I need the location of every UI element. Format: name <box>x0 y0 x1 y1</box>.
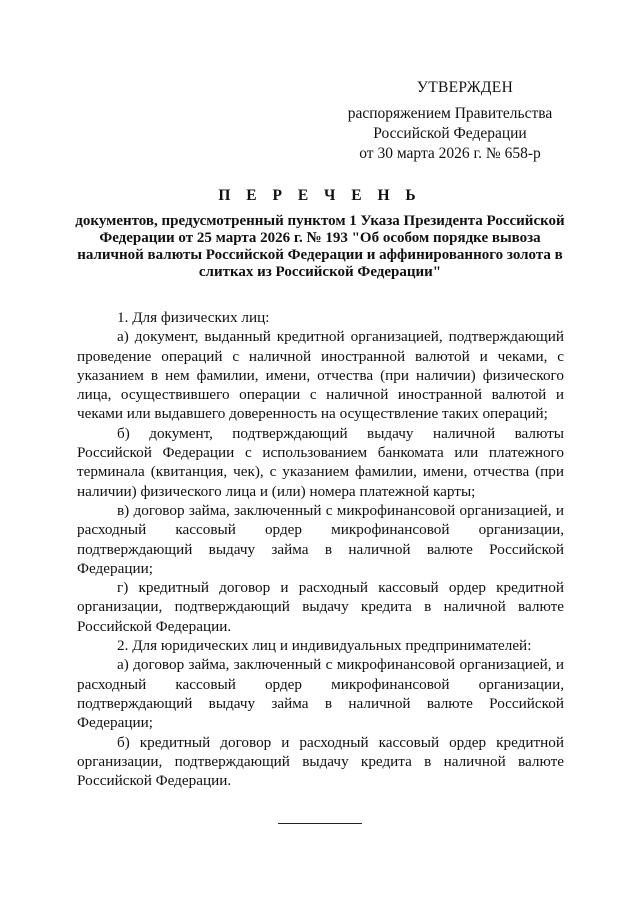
document-title: П Е Р Е Ч Е Н Ь <box>218 187 422 204</box>
approval-block <box>330 78 570 164</box>
end-divider <box>278 823 362 824</box>
approval-heading: УТВЕРЖДЕН <box>416 79 514 96</box>
section-2-heading: 2. Для юридических лиц и индивидуальных предпринимателей: <box>117 637 532 655</box>
approval-line-3: от 30 марта 2026 г. № 658-р <box>359 145 541 162</box>
section-1-item-g: г) кредитный договор и расходный кассовый ордер кредитной организации, подтверждающий выдачу кредита в наличной валюте Российской Федерации. <box>77 579 564 635</box>
section-2-item-b: б) кредитный договор и расходный кассовый ордер кредитной организации, подтверждающий выдачу кредита в наличной валюте Российской Федерации. <box>77 733 564 790</box>
section-2-item-a: а) договор займа, заключенный с микрофинансовой организацией, и расходный кассовый ордер микрофинансовой организации, подтверждающий выдачу займа в наличной валюте Российской Федерации; <box>77 656 564 732</box>
approval-line-2: Российской Федерации <box>373 125 527 142</box>
document-subtitle: документов, предусмотренный пунктом 1 Указа Президента Российской Федерации от 25 марта 2026 г. № 193 "Об особом порядке вывоза наличной валюты Российской Федерации и аффинированного золота в слитках из Российской Федерации" <box>75 213 565 280</box>
section-1-item-v: в) договор займа, заключенный с микрофинансовой организацией, и расходный кассовый ордер микрофинансовой организации, подтверждающий выдачу займа в наличной валюте Российской Федерации; <box>77 501 564 577</box>
approval-line-1: распоряжением Правительства <box>347 105 553 122</box>
section-1-item-b: б) документ, подтверждающий выдачу наличной валюты Российской Федерации с использованием банкомата или платежного терминала (квитанция, чек), с указанием фамилии, имени, отчества (при наличии) физического лица и (или) номера платежной карты; <box>77 424 564 500</box>
document-body <box>77 308 564 790</box>
section-1-item-a: а) документ, выданный кредитной организацией, подтверждающий проведение операций с наличной иностранной валютой и чеками, с указанием в нем фамилии, имени, отчества (при наличии) физического лица, осуществившего операции с наличной иностранной валютой и чеками или выдавшего доверенность на осуществление таких операций; <box>77 328 564 423</box>
section-1-heading: 1. Для физических лиц: <box>117 309 270 326</box>
